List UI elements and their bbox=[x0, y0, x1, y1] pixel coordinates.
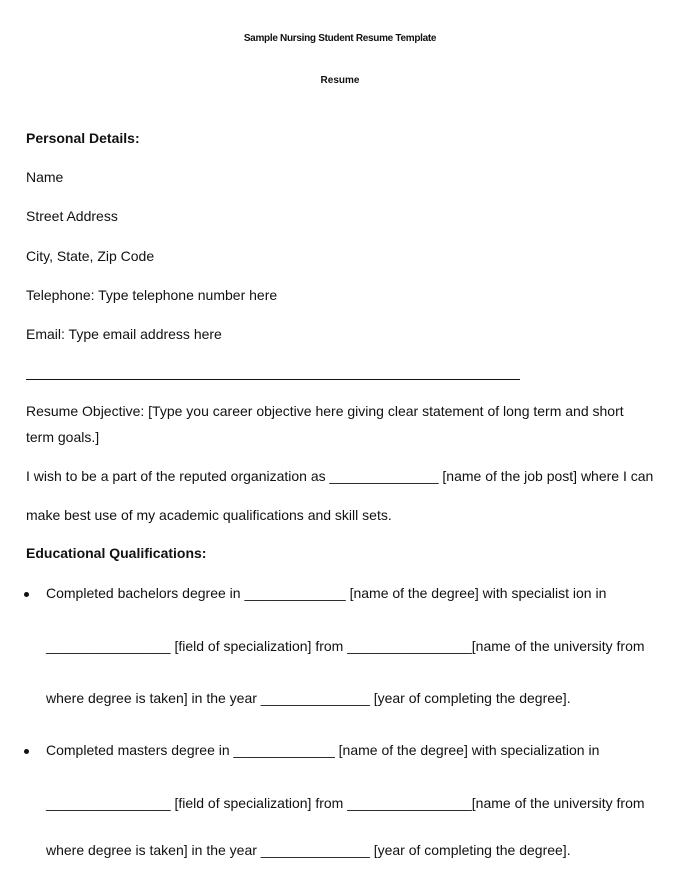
personal-details-heading: Personal Details: bbox=[26, 130, 140, 146]
email-field: Email: Type email address here bbox=[26, 326, 222, 342]
bachelors-line-2: ________________ [field of specialization] from ________________[name of the university from bbox=[46, 638, 645, 654]
city-state-zip-field: City, State, Zip Code bbox=[26, 248, 155, 264]
masters-line-1: Completed masters degree in _____________ [name of the degree] with specialization in bbox=[46, 742, 600, 758]
bullet-icon bbox=[24, 592, 29, 597]
masters-line-3: where degree is taken] in the year ______________ [year of completing the degree]. bbox=[46, 842, 571, 858]
document-subtitle: Resume bbox=[320, 75, 360, 86]
telephone-field: Telephone: Type telephone number here bbox=[26, 287, 278, 303]
educational-qualifications-heading: Educational Qualifications: bbox=[26, 545, 207, 561]
bullet-icon bbox=[24, 749, 29, 754]
masters-line-2: ________________ [field of specialization] from ________________[name of the university from bbox=[46, 795, 645, 811]
bachelors-line-3: where degree is taken] in the year ______________ [year of completing the degree]. bbox=[46, 690, 571, 706]
street-address-field: Street Address bbox=[26, 208, 118, 224]
objective-line-3: I wish to be a part of the reputed organization as ______________ [name of the job post] where I can bbox=[26, 468, 654, 484]
objective-line-1: Resume Objective: [Type you career objective here giving clear statement of long term and short bbox=[26, 403, 624, 419]
section-divider bbox=[26, 379, 520, 380]
document-title: Sample Nursing Student Resume Template bbox=[243, 33, 437, 44]
objective-line-4: make best use of my academic qualifications and skill sets. bbox=[26, 507, 392, 523]
objective-line-2: term goals.] bbox=[26, 429, 100, 445]
name-field: Name bbox=[26, 169, 64, 185]
bachelors-line-1: Completed bachelors degree in _____________ [name of the degree] with specialist ion in bbox=[46, 585, 607, 601]
